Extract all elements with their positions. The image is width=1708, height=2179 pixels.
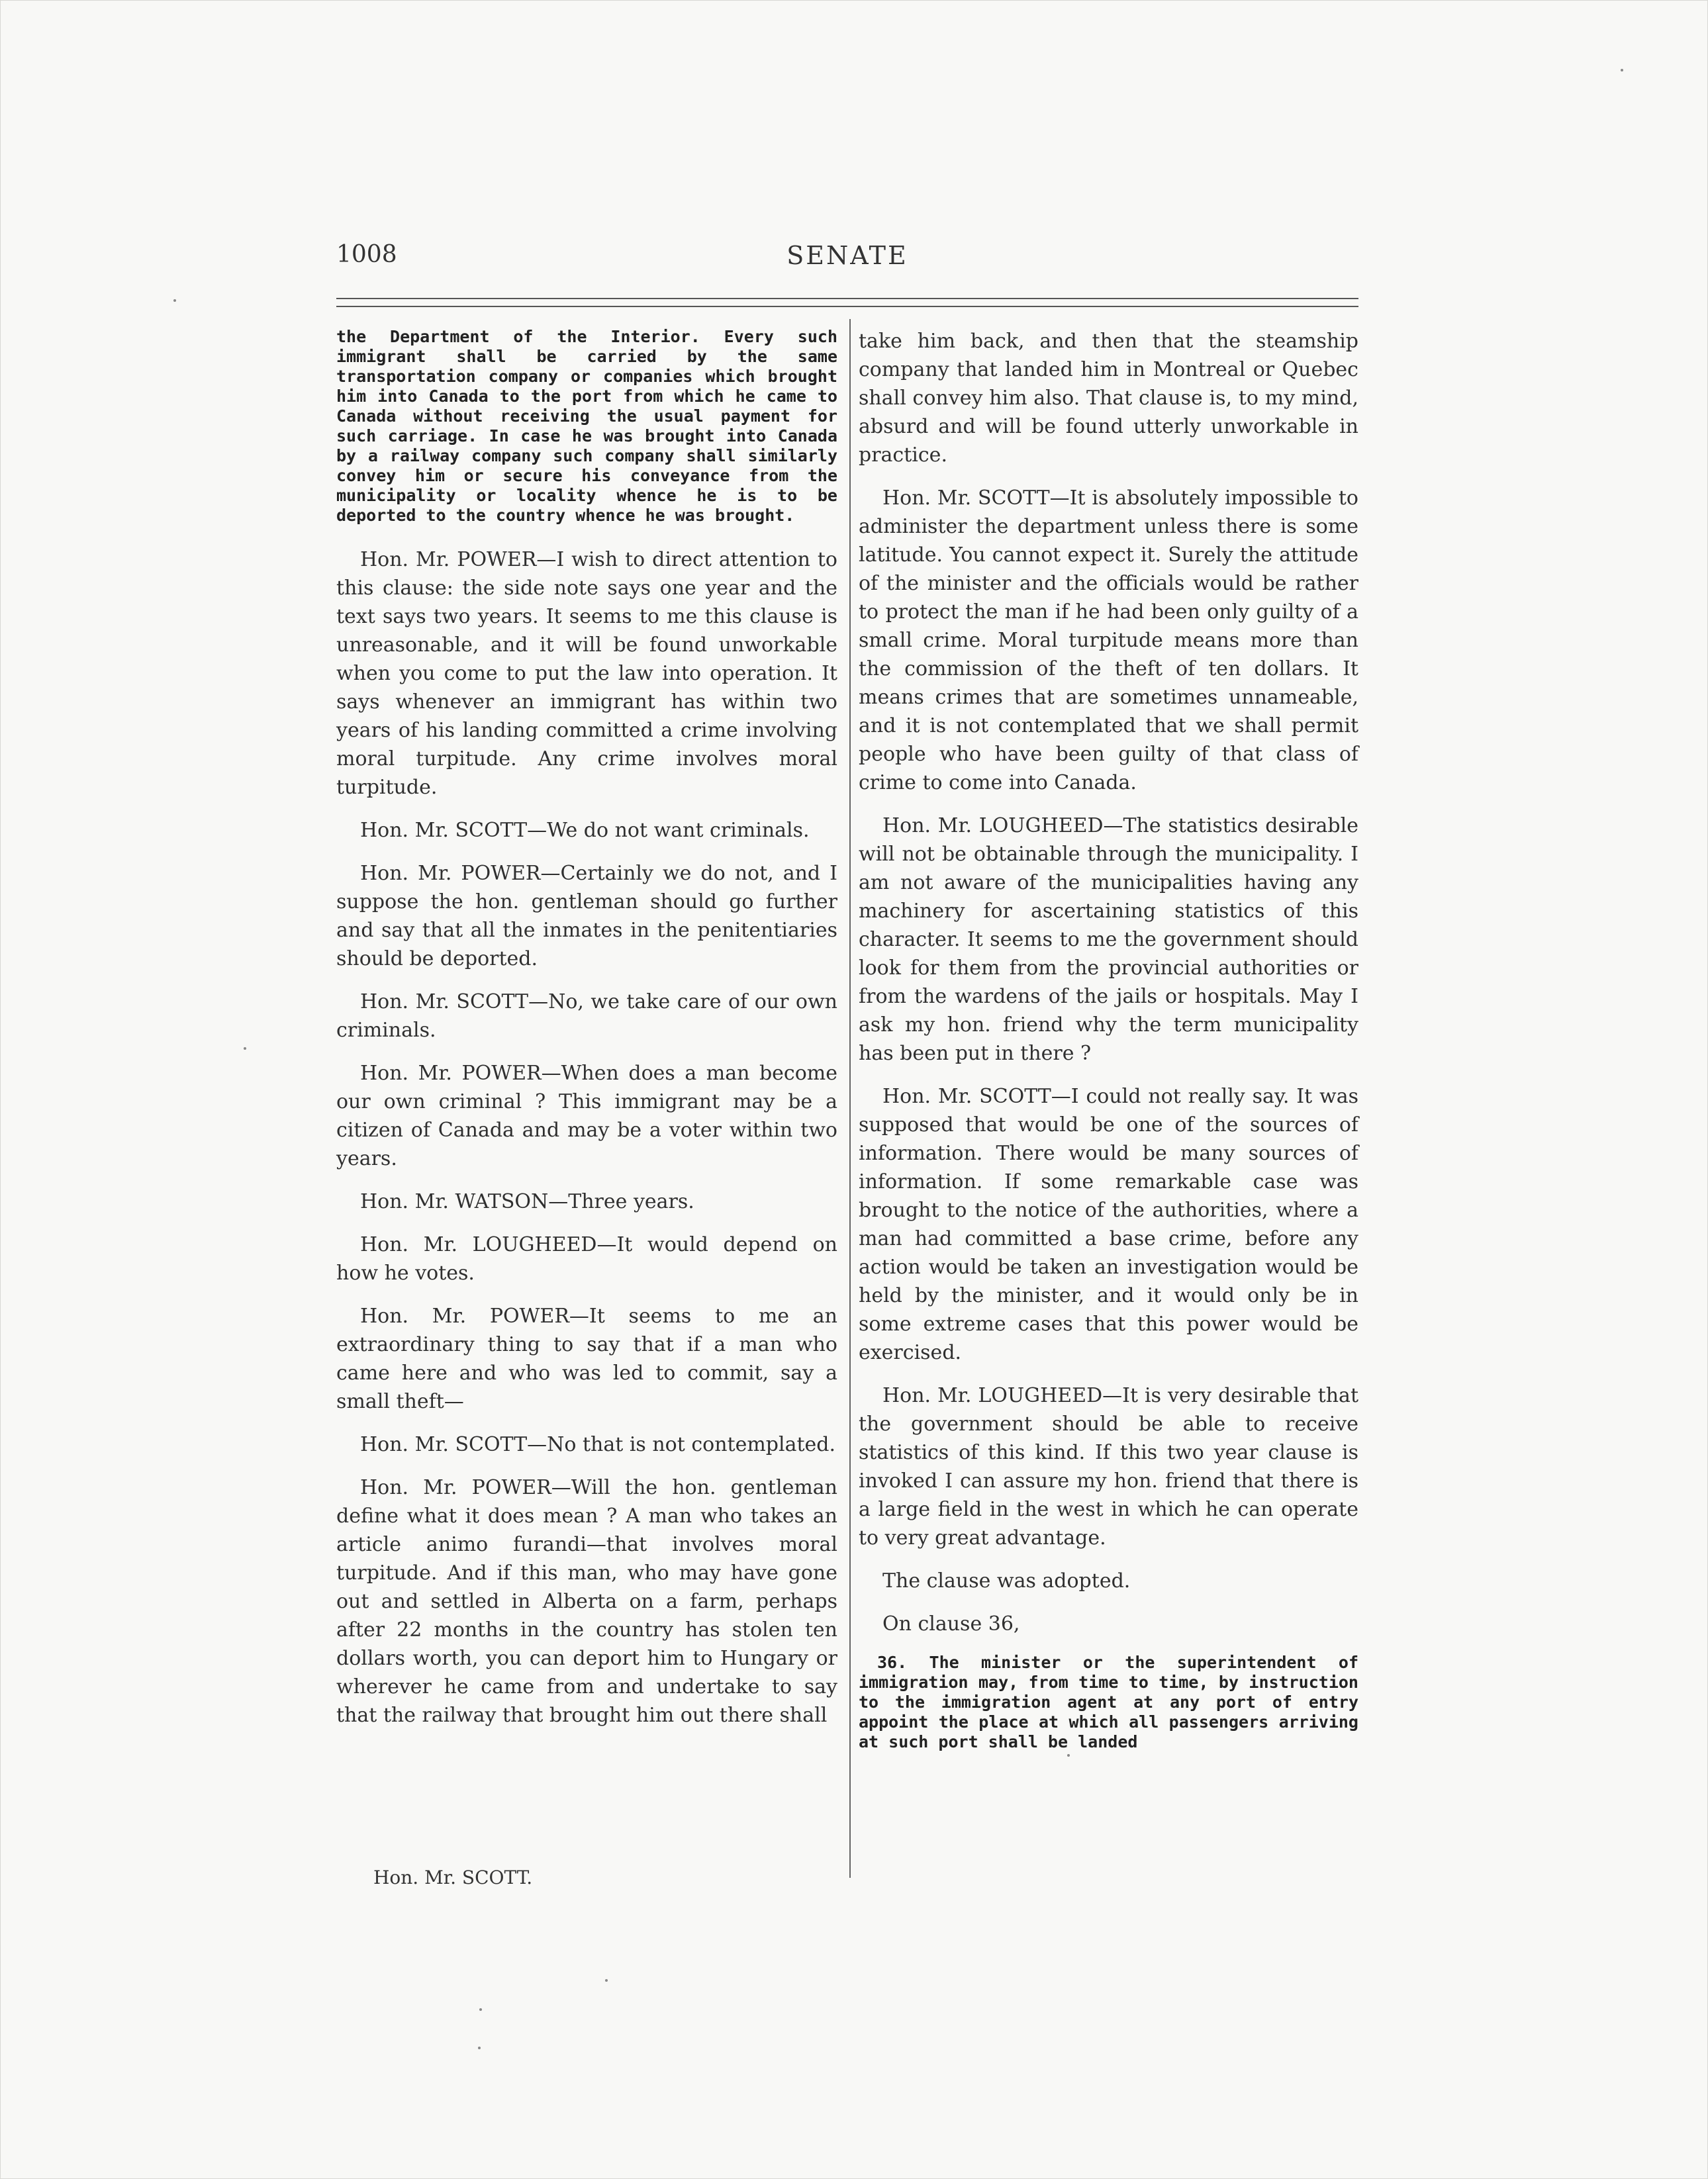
statute-excerpt: 36. The minister or the superintendent of immigration may, from time to time, by instruction to the immigration agent at any port of entry appoint the place at which all passengers arriving at such port shall be landed (859, 1653, 1358, 1751)
column-divider (849, 319, 851, 1878)
left-column (336, 327, 837, 1744)
running-title: SENATE (786, 241, 908, 270)
speech-paragraph: Hon. Mr. SCOTT—No that is not contemplated. (360, 1433, 836, 1456)
speech-paragraph: Hon. Mr. POWER—Will the hon. gentleman define what it does mean ? A man who takes an article animo furandi—that involves moral turpitude. And if this man, who may have gone out and settled in Alberta on a farm, perhaps after 22 months in the country has stolen ten dollars worth, you can deport him to Hungary or wherever he came from and undertake to say that the railway that brought him out there shall (336, 1476, 837, 1727)
page-header (336, 241, 1358, 281)
paper-speck (244, 1047, 246, 1050)
statute-excerpt: the Department of the Interior. Every such immigrant shall be carried by the same transportation company or companies which brought him into Canada to the port from which he came to Canada without receiving the usual payment for such carriage. In case he was brought into Canada by a railway company such company shall similarly convey him or secure his conveyance from the municipality or locality whence he is to be deported to the country whence he was brought. (336, 327, 837, 525)
paper-speck (479, 2008, 482, 2011)
speech-paragraph: Hon. Mr. LOUGHEED—It is very desirable that the government should be able to receive statistics of this kind. If this two year clause is invoked I can assure my hon. friend that there is a large field in the west in which he can operate to very great advantage. (859, 1384, 1358, 1550)
paper-speck (478, 2047, 481, 2049)
clause-heading: On clause 36, (882, 1612, 1020, 1636)
header-rule-top (336, 298, 1358, 299)
speech-paragraph: Hon. Mr. SCOTT—I could not really say. It was supposed that would be one of the sources of information. There would be many sources of information. If some remarkable case was brought to the notice of the authorities, where a man had committed a base crime, before any action would be taken an investigation would be held by the minister, and it would only be in some extreme cases that this power would be exercised. (859, 1085, 1358, 1364)
speech-paragraph: Hon. Mr. SCOTT—No, we take care of our own criminals. (336, 990, 837, 1042)
paper-speck (1067, 1754, 1070, 1757)
paper-speck (173, 299, 176, 302)
speech-paragraph: Hon. Mr. POWER—I wish to direct attention to this clause: the side note says one year and the text says two years. It seems to me this clause is unreasonable, and it will be found unworkable when you come to put the law into operation. It says whenever an immigrant has within two years of his landing committed a crime involving moral turpitude. Any crime involves moral turpitude. (336, 548, 837, 799)
speech-paragraph: Hon. Mr. SCOTT—We do not want criminals. (360, 819, 810, 842)
speech-paragraph: Hon. Mr. LOUGHEED—The statistics desirable will not be obtainable through the municipality. I am not aware of the municipalities having any machinery for ascertaining statistics of this character. It seems to me the government should look for them from the provincial authorities or from the wardens of the jails or hospitals. May I ask my hon. friend why the term municipality has been put in there ? (859, 814, 1358, 1065)
speech-paragraph: Hon. Mr. POWER—It seems to me an extraordinary thing to say that if a man who came here and who was led to commit, say a small theft— (336, 1305, 837, 1413)
header-rule-bottom (336, 306, 1358, 307)
footer-speaker-reference: Hon. Mr. SCOTT. (373, 1867, 533, 1888)
speech-paragraph: Hon. Mr. LOUGHEED—It would depend on how he votes. (336, 1233, 837, 1285)
right-column (859, 327, 1358, 1772)
speech-paragraph: Hon. Mr. POWER—Certainly we do not, and I suppose the hon. gentleman should go further and say that all the inmates in the penitentiaries should be deported. (336, 862, 837, 970)
speech-paragraph: Hon. Mr. SCOTT—It is absolutely impossible to administer the department unless there is some latitude. You cannot expect it. Surely the attitude of the minister and the officials would be rather to protect the man if he had been only guilty of a small crime. Moral turpitude means more than the commission of the theft of ten dollars. It means crimes that are sometimes unnameable, and it is not contemplated that we shall permit people who have been guilty of that class of crime to come into Canada. (859, 487, 1358, 794)
speech-paragraph: Hon. Mr. WATSON—Three years. (360, 1190, 694, 1213)
paper-speck (1621, 69, 1623, 71)
continuation-paragraph: take him back, and then that the steamship company that landed him in Montreal or Quebec shall convey him also. That clause is, to my mind, absurd and will be found utterly unworkable in practice. (859, 330, 1358, 467)
page-number: 1008 (336, 241, 397, 268)
clause-adopted-note: The clause was adopted. (882, 1569, 1131, 1593)
paper-speck (605, 1979, 608, 1982)
speech-paragraph: Hon. Mr. POWER—When does a man become our own criminal ? This immigrant may be a citizen of Canada and may be a voter within two years. (336, 1062, 837, 1170)
